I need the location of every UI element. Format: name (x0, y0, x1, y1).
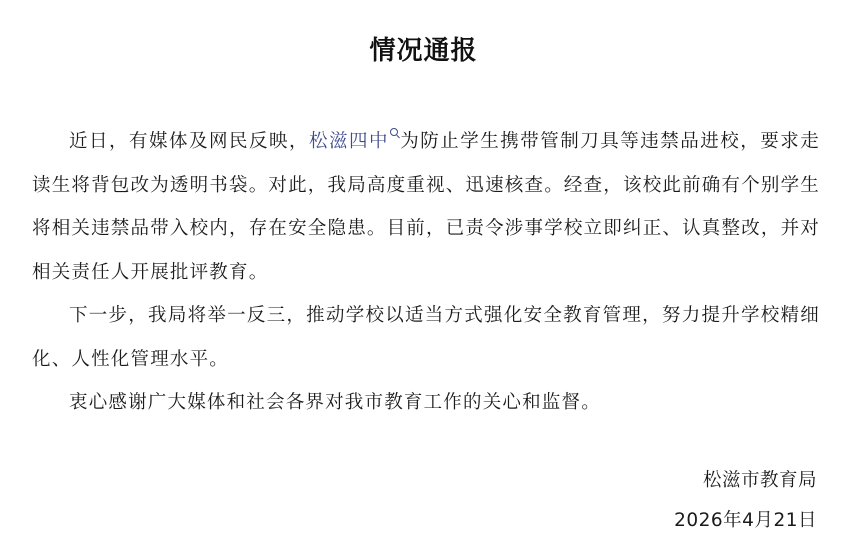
paragraph-3: 衷心感谢广大媒体和社会各界对我市教育工作的关心和监督。 (69, 392, 601, 413)
signature-organization: 松滋市教育局 (702, 470, 817, 491)
school-link[interactable]: 松滋四中 (309, 131, 389, 152)
notice-title: 情况通报 (369, 36, 478, 66)
notice-body (32, 120, 820, 425)
signature-date: 2026年4月21日 (674, 510, 817, 531)
search-icon[interactable] (389, 120, 399, 136)
paragraph-1 (32, 120, 820, 294)
paragraph-1-rest: 为防止学生携带管制刀具等违禁品进校，要求走读生将背包改为透明书袋。对此，我局高度重视、迅速核查。经查，该校此前确有个别学生将相关违禁品带入校内，存在安全隐患。目前，已责令涉事学校立即纠正、认真整改，并对相关责任人开展批评教育。 (32, 131, 821, 283)
paragraph-2: 下一步，我局将举一反三，推动学校以适当方式强化安全教育管理，努力提升学校精细化、人性化管理水平。 (32, 305, 820, 370)
paragraph-1-intro: 近日，有媒体及网民反映， (69, 131, 309, 152)
